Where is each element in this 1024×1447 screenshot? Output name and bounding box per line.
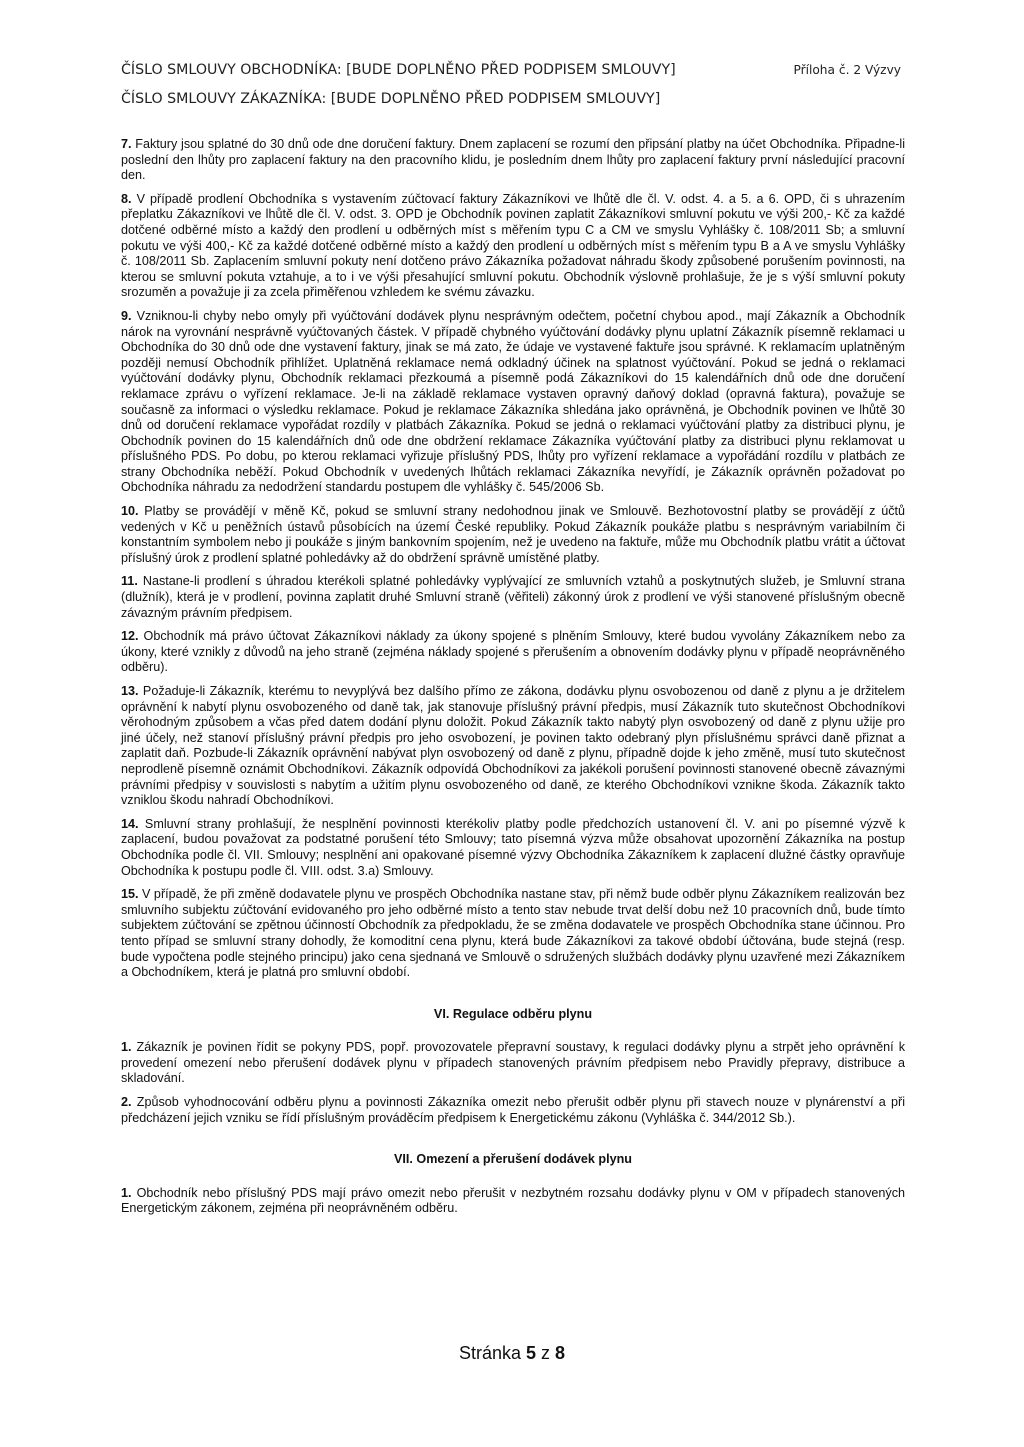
section-v-continued: [121, 137, 905, 981]
paragraph-number: 13.: [121, 684, 139, 698]
paragraph-9: [121, 309, 905, 496]
section-heading-vi: VI. Regulace odběru plynu: [433, 1006, 593, 1021]
header-customer-contract-number-obchodnik: ČÍSLO SMLOUVY OBCHODNÍKA: [BUDE DOPLNĚNO PŘED PODPISEM SMLOUVY]: [121, 62, 676, 78]
paragraph-number: 8.: [121, 191, 132, 206]
paragraph-text: Obchodník nebo příslušný PDS mají právo omezit nebo přerušit v nezbytném rozsahu dodávky plynu v OM v případech stanovených Energetickým zákonem, zejména při neoprávněném odběru.: [121, 1185, 906, 1216]
paragraph-text: Platby se provádějí v měně Kč, pokud se smluvní strany nedohodnou jinak ve Smlouvě. Bezhotovostní platby se provádějí z účtů vedených v Kč u peněžních ústavů působících na území České republiky. Pokud Zákazník poukáže platbu s nesprávným variabilním či konstantním symbolem nebo ji poukáže s jiným bankovním spojením, než je uvedeno na faktuře, může mu Obchodník platbu vrátit a účtovat příslušný úrok z prodlení splatné pohledávky až do obdržení správně umístěné platby.: [121, 504, 906, 565]
paragraph-number: 12.: [121, 629, 139, 644]
paragraph-8: [121, 192, 905, 301]
paragraph-number: 1.: [121, 1185, 132, 1200]
page-footer: [0, 1343, 1024, 1364]
header-customer-contract-number-zakaznik: ČÍSLO SMLOUVY ZÁKAZNÍKA: [BUDE DOPLNĚNO PŘED PODPISEM SMLOUVY]: [121, 91, 661, 107]
paragraph-14: [121, 817, 905, 879]
paragraph-12: [121, 629, 905, 676]
paragraph-text: Zákazník je povinen řídit se pokyny PDS, popř. provozovatele přepravní soustavy, k regulaci dodávky plynu a strpět jeho oprávnění k provedení omezení nebo přerušení dodávek plynu v případech stanovených právním předpisem nebo Pravidly přepravy, distribuce a skladování.: [121, 1040, 905, 1086]
paragraph-text: Vzniknou-li chyby nebo omyly při vyúčtování dodávek plynu nesprávným odečtem, početní chybou apod., mají Zákazník a Obchodník nárok na vyrovnání nesprávně vyúčtovaných částek. V případě chybného vyúčtování dodávky plynu uplatní Zákazník písemně reklamaci u Obchodníka do 30 dnů ode dne vystavení faktury, jinak se má zato, že údaje ve vystavené faktuře jsou správné. K reklamacím uplatněným později nemusí Obchodník přihlížet. Uplatněná reklamace nemá odkladný účinek na splatnost vyúčtování. Pokud se jedná o reklamaci vyúčtování dodávky plynu, Obchodník reklamaci přezkoumá a písemně podá Zákazníkovi do 15 kalendářních dnů ode dne doručení reklamace zprávu o vyřízení reklamace. Je-li na základě reklamace vystaven opravný daňový doklad (opravná faktura), považuje se současně za informaci o výsledku reklamace. Pokud je reklamace Zákazníka shledána jako oprávněná, je Obchodník povinen ve lhůtě 30 dnů od doručení reklamace vypořádat rozdíly v platbách Zákazníka. Pokud se jedná o reklamaci vyúčtování platby za distribuci plynu, je Obchodník povinen do 15 kalendářních dnů ode dne obdržení reklamace Zákazníka vyúčtování platby za distribuci plynu reklamovat u příslušného PDS. Po dobu, po kterou reklamaci vyřizuje příslušný PDS, lhůty pro vyřízení reklamace a vypořádání rozdílu v platbách ze strany Obchodníka neběží. Pokud Obchodník v uvedených lhůtách reklamaci Zákazníka nevyřídí, je Zákazník oprávněn požadovat po Obchodníka náhradu za nedodržení standardu postupem dle vyhlášky č. 545/2006 Sb.: [121, 308, 905, 495]
footer-of-label: z: [541, 1343, 551, 1363]
paragraph-text: Smluvní strany prohlašují, že nesplnění povinnosti kterékoliv platby podle předchozích ustanovení čl. V. ani po písemné výzvě k zaplacení, budou považovat za podstatné porušení této Smlouvy; tato písemná výzva může obsahovat upozornění Zákazníka na postup Obchodníka podle čl. VII. Smlouvy; nesplnění ani opakované písemné výzvy Obchodníka Zákazníkem k zaplacení dlužné částky opravňuje Obchodníka k postupu podle čl. VIII. odst. 3.a) Smlouvy.: [121, 816, 906, 878]
paragraph-7: [121, 137, 905, 184]
footer-current-page: 5: [526, 1343, 537, 1363]
section-vi-paragraph-2: [121, 1095, 905, 1126]
paragraph-number: 10.: [121, 504, 139, 519]
paragraph-13: [121, 684, 905, 809]
paragraph-number: 9.: [121, 308, 132, 323]
paragraph-text: V případě, že při změně dodavatele plynu ve prospěch Obchodníka nastane stav, při němž bude odběr plynu Zákazníkem realizován bez smluvního subjektu zúčtování evidovaného pro jeho odběrné místo a tento stav nebude trvat delší dobu než 10 pracovních dnů, bude tímto subjektem zúčtování se zpětnou účinností Obchodník za předpokladu, že se změna dodavatele ve prospěch Obchodníka stane účinnou. Pro tento případ se smluvní strany dohodly, že komoditní cena plynu, která bude Zákazníkovi za takové období účtována, bude stejná (resp. bude vypočtena podle stejného principu) jako cena sjednaná ve Smlouvě o sdružených službách dodávky plynu uzavřené mezi Zákazníkem a Obchodníkem, která je platná pro smluvní období.: [121, 887, 906, 980]
footer-page-label: Stránka: [458, 1343, 521, 1363]
paragraph-text: Obchodník má právo účtovat Zákazníkovi náklady za úkony spojené s plněním Smlouvy, které budou vyvolány Zákazníkem nebo za úkony, které vznikly z důvodů na jeho straně (zejména náklady spojené s přerušením a obnovením dodávky plynu v případě neoprávněného odběru).: [121, 629, 905, 675]
footer-total-pages: 8: [555, 1343, 566, 1363]
paragraph-15: [121, 887, 905, 981]
section-vii-paragraph-1: [121, 1186, 905, 1217]
paragraph-number: 15.: [121, 887, 139, 902]
paragraph-10: [121, 504, 905, 566]
section-vi-paragraph-1: [121, 1040, 905, 1087]
document-body: [121, 137, 905, 1225]
paragraph-number: 2.: [121, 1095, 132, 1110]
paragraph-number: 1.: [121, 1040, 132, 1055]
annex-label: Příloha č. 2 Výzvy: [793, 63, 901, 77]
section-vi: [121, 1040, 905, 1126]
paragraph-number: 11.: [121, 574, 138, 589]
paragraph-text: V případě prodlení Obchodníka s vystavením zúčtovací faktury Zákazníkovi ve lhůtě dle čl. V. odst. 4. a 5. a 6. OPD, či s uhrazením přeplatku Zákazníkovi ve lhůtě dle čl. V. odst. 3. OPD je Obchodník povinen zaplatit Zákazníkovi smluvní pokutu ve výši 200,- Kč za každé dotčené odběrné místo a každý den prodlení u odběrných míst s měřením typu C a CM ve smyslu Vyhlášky č. 108/2011 Sb; a smluvní pokutu ve výši 400,- Kč za každé dotčené odběrné místo a každý den prodlení u odběrných míst s měřením typu B a A ve smyslu Vyhlášky č. 108/2011 Sb. Zaplacením smluvní pokuty není dotčeno právo Zákazníka požadovat náhradu škody způsobené porušením povinnosti, na kterou se smluvní pokuta vztahuje, a to i ve výši přesahující smluvní pokutu. Obchodník výslovně prohlašuje, že je s výší smluvní pokuty srozuměn a považuje ji za zcela přiměřenou vzhledem ke svému závazku.: [121, 191, 906, 300]
paragraph-number: 7.: [121, 137, 132, 151]
paragraph-text: Způsob vyhodnocování odběru plynu a povinnosti Zákazníka omezit nebo přerušit odběr plynu při stavech nouze v plynárenství a při předcházení jejich vzniku se řídí příslušným prováděcím předpisem k Energetickému zákonu (Vyhláška č. 344/2012 Sb.).: [121, 1095, 906, 1125]
paragraph-text: Požaduje-li Zákazník, kterému to nevyplývá bez dalšího přímo ze zákona, dodávku plynu osvobozenou od daně z plynu a je držitelem oprávnění k nabytí plynu osvobozeného od daně tak, jak stanovuje příslušný právní předpis, musí Zákazník tuto skutečnost Obchodníkovi věrohodným způsobem a včas před datem dodání plynu doložit. Pokud Zákazník takto nabytý plyn osvobozený od daně z plynu užije pro jiné účely, než stanoví příslušný právní předpis pro jeho osvobození, je povinen takto odebraný plyn příslušnému správci daně přiznat a zaplatit daň. Pozbude-li Zákazník oprávnění nabývat plyn osvobozený od daně z plynu, případně dojde k jeho změně, musí tuto skutečnost neprodleně písemně oznámit Obchodníkovi. Zákazník odpovídá Obchodníkovi za jakékoli porušení povinnosti stanovené obecně závaznými právními předpisy v souvislosti s nabytím a užitím plynu osvobozeného od daně, ze kterého Obchodníkovi vznikne škoda. Zákazník takto vzniklou škodu nahradí Obchodníkovi.: [121, 684, 905, 808]
paragraph-text: Faktury jsou splatné do 30 dnů ode dne doručení faktury. Dnem zaplacení se rozumí den připsání platby na účet Obchodníka. Připadne-li poslední den lhůty pro zaplacení faktury na den pracovního klidu, je posledním dnem lhůty pro zaplacení faktury první následující pracovní den.: [121, 137, 905, 183]
paragraph-text: Nastane-li prodlení s úhradou kterékoli splatné pohledávky vyplývající ze smluvních vztahů a poskytnutých služeb, je Smluvní strana (dlužník), která je v prodlení, povinna zaplatit druhé Smluvní straně (věřiteli) zákonný úrok z prodlení ve výši stanovené příslušným obecně závazným právním předpisem.: [121, 574, 906, 620]
section-vii: [121, 1186, 905, 1217]
section-heading-vii: VII. Omezení a přerušení dodávek plynu: [394, 1152, 632, 1167]
paragraph-11: [121, 574, 905, 621]
paragraph-number: 14.: [121, 816, 139, 831]
